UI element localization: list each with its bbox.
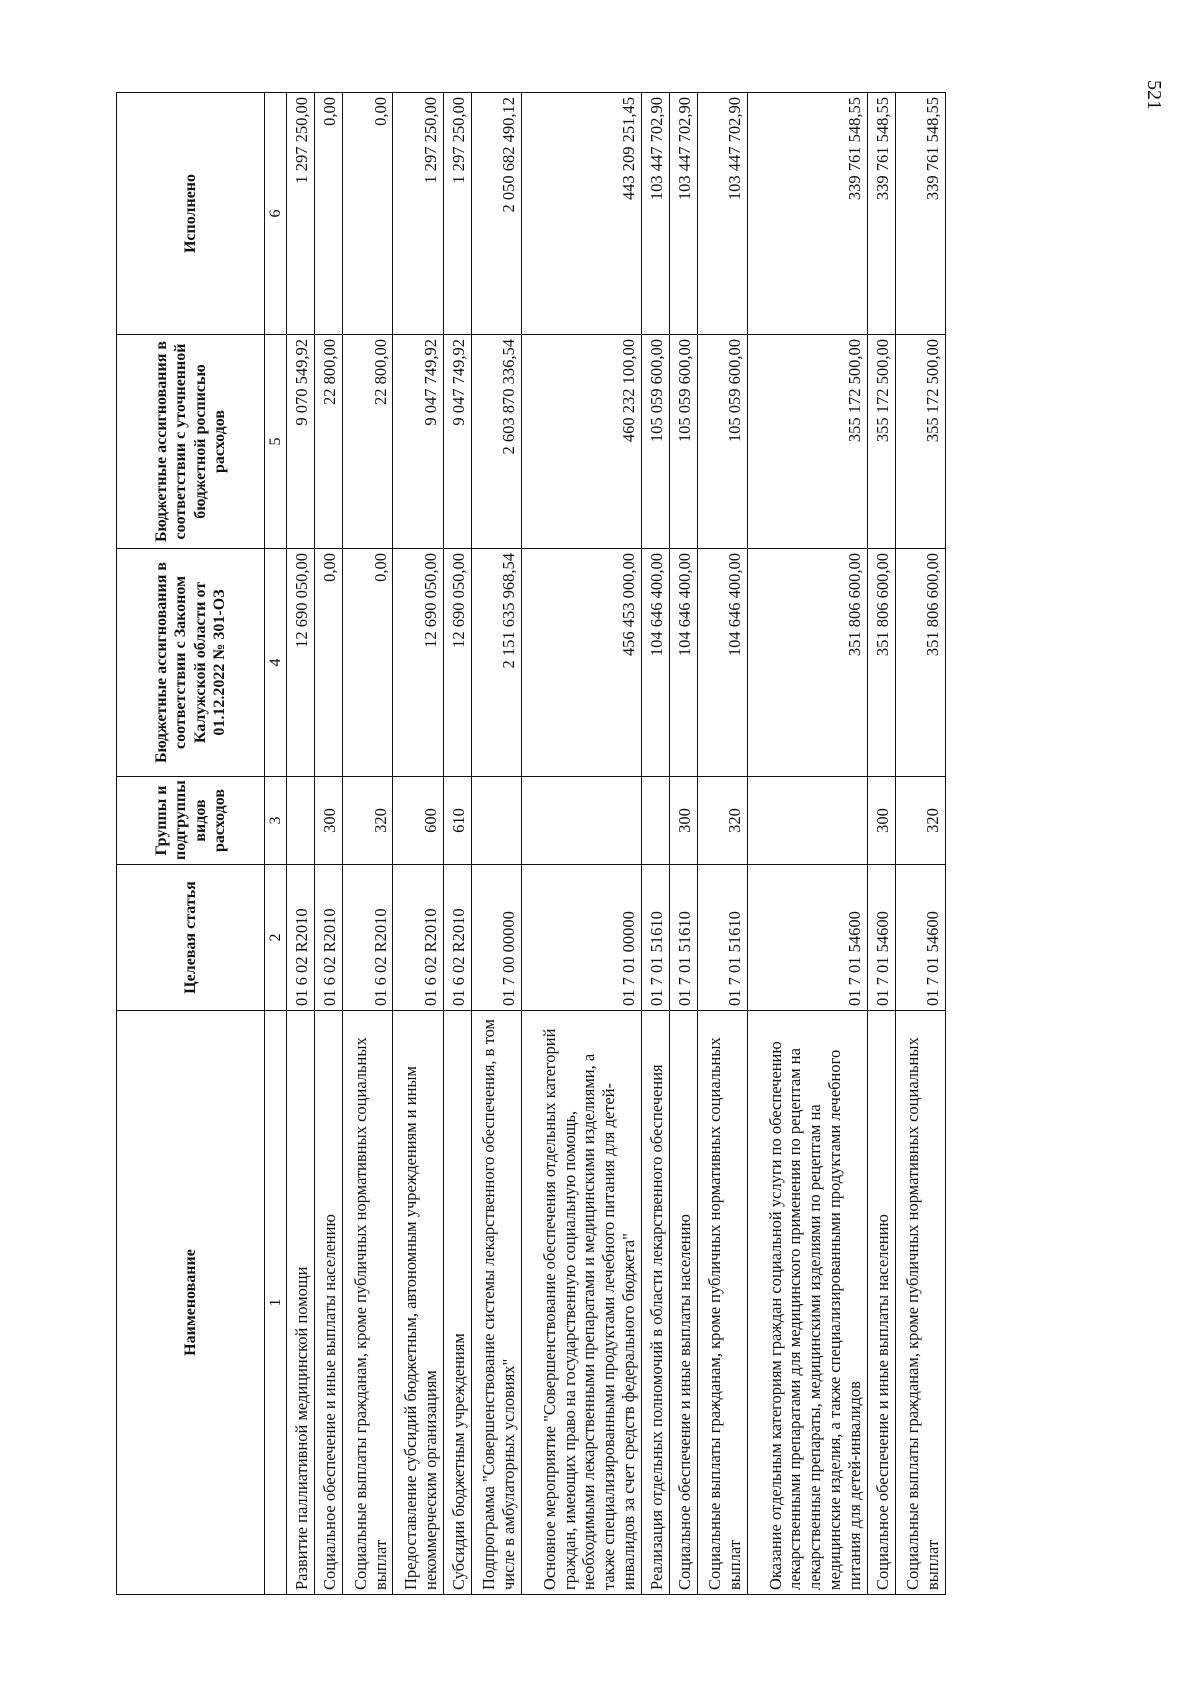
- table-body: [287, 93, 946, 1595]
- row-law-amount: 0,00: [343, 549, 393, 777]
- table-row: [393, 93, 443, 1595]
- row-group: [471, 777, 521, 865]
- row-code: 01 7 01 51610: [641, 865, 669, 1011]
- row-name: Субсидии бюджетным учреждениям: [443, 1011, 471, 1595]
- row-name: Развитие паллиативной медицинской помощи: [287, 1011, 315, 1595]
- row-plan-amount: 105 059 600,00: [697, 335, 747, 549]
- row-group: [747, 777, 867, 865]
- table-row: [315, 93, 343, 1595]
- header-group: Группы и подгруппы видов расходов: [117, 777, 265, 865]
- row-plan-amount: 355 172 500,00: [747, 335, 867, 549]
- row-executed-amount: 0,00: [343, 93, 393, 335]
- row-group: [641, 777, 669, 865]
- row-executed-amount: 103 447 702,90: [641, 93, 669, 335]
- row-law-amount: 12 690 050,00: [393, 549, 443, 777]
- row-group: 320: [895, 777, 945, 865]
- row-code: 01 6 02 R2010: [393, 865, 443, 1011]
- row-group: 320: [697, 777, 747, 865]
- table-row: [641, 93, 669, 1595]
- row-executed-amount: 339 761 548,55: [895, 93, 945, 335]
- row-plan-amount: 9 070 549,92: [287, 335, 315, 549]
- table-row: [443, 93, 471, 1595]
- row-plan-amount: 22 800,00: [343, 335, 393, 549]
- row-group: 610: [443, 777, 471, 865]
- row-code: 01 6 02 R2010: [287, 865, 315, 1011]
- row-code: 01 7 01 54600: [867, 865, 895, 1011]
- header-number-2: 2: [265, 865, 287, 1011]
- row-group: 300: [669, 777, 697, 865]
- rotated-table-container: [116, 93, 946, 1595]
- row-executed-amount: 339 761 548,55: [867, 93, 895, 335]
- row-law-amount: 104 646 400,00: [697, 549, 747, 777]
- header-law-allocation: Бюджетные ассигнования в соответствии с Законом Калужской области от 01.12.2022 № 301-ОЗ: [117, 549, 265, 777]
- row-name: Предоставление субсидий бюджетным, автономным учреждениям и иным некоммерческим организациям: [393, 1011, 443, 1595]
- row-name: Основное мероприятие "Совершенствование обеспечения отдельных категорий граждан, имеющих право на государственную социальную помощь, необходимыми лекарственными препаратами и медицинскими изделиями, а также специализированными продуктами лечебного питания для детей-инвалидов за счет средств федерального бюджета": [522, 1011, 642, 1595]
- row-name: Социальные выплаты гражданам, кроме публичных нормативных социальных выплат: [343, 1011, 393, 1595]
- row-law-amount: 351 806 600,00: [867, 549, 895, 777]
- row-code: 01 7 00 00000: [471, 865, 521, 1011]
- row-code: 01 7 01 00000: [522, 865, 642, 1011]
- row-name: Социальное обеспечение и иные выплаты населению: [669, 1011, 697, 1595]
- row-plan-amount: 105 059 600,00: [641, 335, 669, 549]
- header-number-5: 5: [265, 335, 287, 549]
- row-executed-amount: 443 209 251,45: [522, 93, 642, 335]
- table-row: [471, 93, 521, 1595]
- row-name: Реализация отдельных полномочий в области лекарственного обеспечения: [641, 1011, 669, 1595]
- table-row: [747, 93, 867, 1595]
- table-row: [867, 93, 895, 1595]
- row-group: 600: [393, 777, 443, 865]
- row-code: 01 7 01 51610: [697, 865, 747, 1011]
- table-row: [287, 93, 315, 1595]
- row-code: 01 6 02 R2010: [443, 865, 471, 1011]
- row-code: 01 7 01 54600: [895, 865, 945, 1011]
- row-law-amount: 104 646 400,00: [641, 549, 669, 777]
- row-law-amount: 0,00: [315, 549, 343, 777]
- row-plan-amount: 355 172 500,00: [895, 335, 945, 549]
- table-row: [522, 93, 642, 1595]
- row-code: 01 7 01 54600: [747, 865, 867, 1011]
- row-plan-amount: 9 047 749,92: [443, 335, 471, 549]
- table-header: [117, 93, 287, 1595]
- row-code: 01 6 02 R2010: [315, 865, 343, 1011]
- row-executed-amount: 103 447 702,90: [669, 93, 697, 335]
- row-executed-amount: 103 447 702,90: [697, 93, 747, 335]
- row-plan-amount: 355 172 500,00: [867, 335, 895, 549]
- row-law-amount: 351 806 600,00: [895, 549, 945, 777]
- row-code: 01 7 01 51610: [669, 865, 697, 1011]
- row-group: 300: [315, 777, 343, 865]
- row-code: 01 6 02 R2010: [343, 865, 393, 1011]
- header-name: Наименование: [117, 1011, 265, 1595]
- row-law-amount: 456 453 000,00: [522, 549, 642, 777]
- row-law-amount: 12 690 050,00: [287, 549, 315, 777]
- row-executed-amount: 1 297 250,00: [287, 93, 315, 335]
- row-plan-amount: 460 232 100,00: [522, 335, 642, 549]
- table-row: [697, 93, 747, 1595]
- row-executed-amount: 1 297 250,00: [393, 93, 443, 335]
- header-number-3: 3: [265, 777, 287, 865]
- row-executed-amount: 1 297 250,00: [443, 93, 471, 335]
- table-row: [343, 93, 393, 1595]
- row-executed-amount: 0,00: [315, 93, 343, 335]
- row-law-amount: 2 151 635 968,54: [471, 549, 521, 777]
- table-row: [669, 93, 697, 1595]
- header-plan-allocation: Бюджетные ассигнования в соответствии с уточненной бюджетной росписью расходов: [117, 335, 265, 549]
- header-number-6: 6: [265, 93, 287, 335]
- row-executed-amount: 2 050 682 490,12: [471, 93, 521, 335]
- page-number: 521: [1143, 80, 1165, 110]
- row-plan-amount: 9 047 749,92: [393, 335, 443, 549]
- row-plan-amount: 105 059 600,00: [669, 335, 697, 549]
- row-name: Подпрограмма "Совершенствование системы лекарственного обеспечения, в том числе в амбулаторных условиях": [471, 1011, 521, 1595]
- row-name: Социальное обеспечение и иные выплаты населению: [867, 1011, 895, 1595]
- row-name: Социальные выплаты гражданам, кроме публичных нормативных социальных выплат: [895, 1011, 945, 1595]
- row-law-amount: 351 806 600,00: [747, 549, 867, 777]
- header-number-4: 4: [265, 549, 287, 777]
- row-name: Социальное обеспечение и иные выплаты населению: [315, 1011, 343, 1595]
- table-row: [895, 93, 945, 1595]
- row-group: [522, 777, 642, 865]
- row-plan-amount: 2 603 870 336,54: [471, 335, 521, 549]
- row-name: Социальные выплаты гражданам, кроме публичных нормативных социальных выплат: [697, 1011, 747, 1595]
- header-executed: Исполнено: [117, 93, 265, 335]
- row-executed-amount: 339 761 548,55: [747, 93, 867, 335]
- row-group: 320: [343, 777, 393, 865]
- row-law-amount: 104 646 400,00: [669, 549, 697, 777]
- header-code: Целевая статья: [117, 865, 265, 1011]
- row-law-amount: 12 690 050,00: [443, 549, 471, 777]
- row-name: Оказание отдельным категориям граждан социальной услуги по обеспечению лекарственными препаратами для медицинского применения по рецептам на лекарственные препараты, медицинскими изделиями по рецептам на медицинские изделия, а также специализированными продуктами лечебного питания для детей-инвалидов: [747, 1011, 867, 1595]
- row-plan-amount: 22 800,00: [315, 335, 343, 549]
- header-number-1: 1: [265, 1011, 287, 1595]
- budget-table: [116, 92, 946, 1595]
- row-group: [287, 777, 315, 865]
- row-group: 300: [867, 777, 895, 865]
